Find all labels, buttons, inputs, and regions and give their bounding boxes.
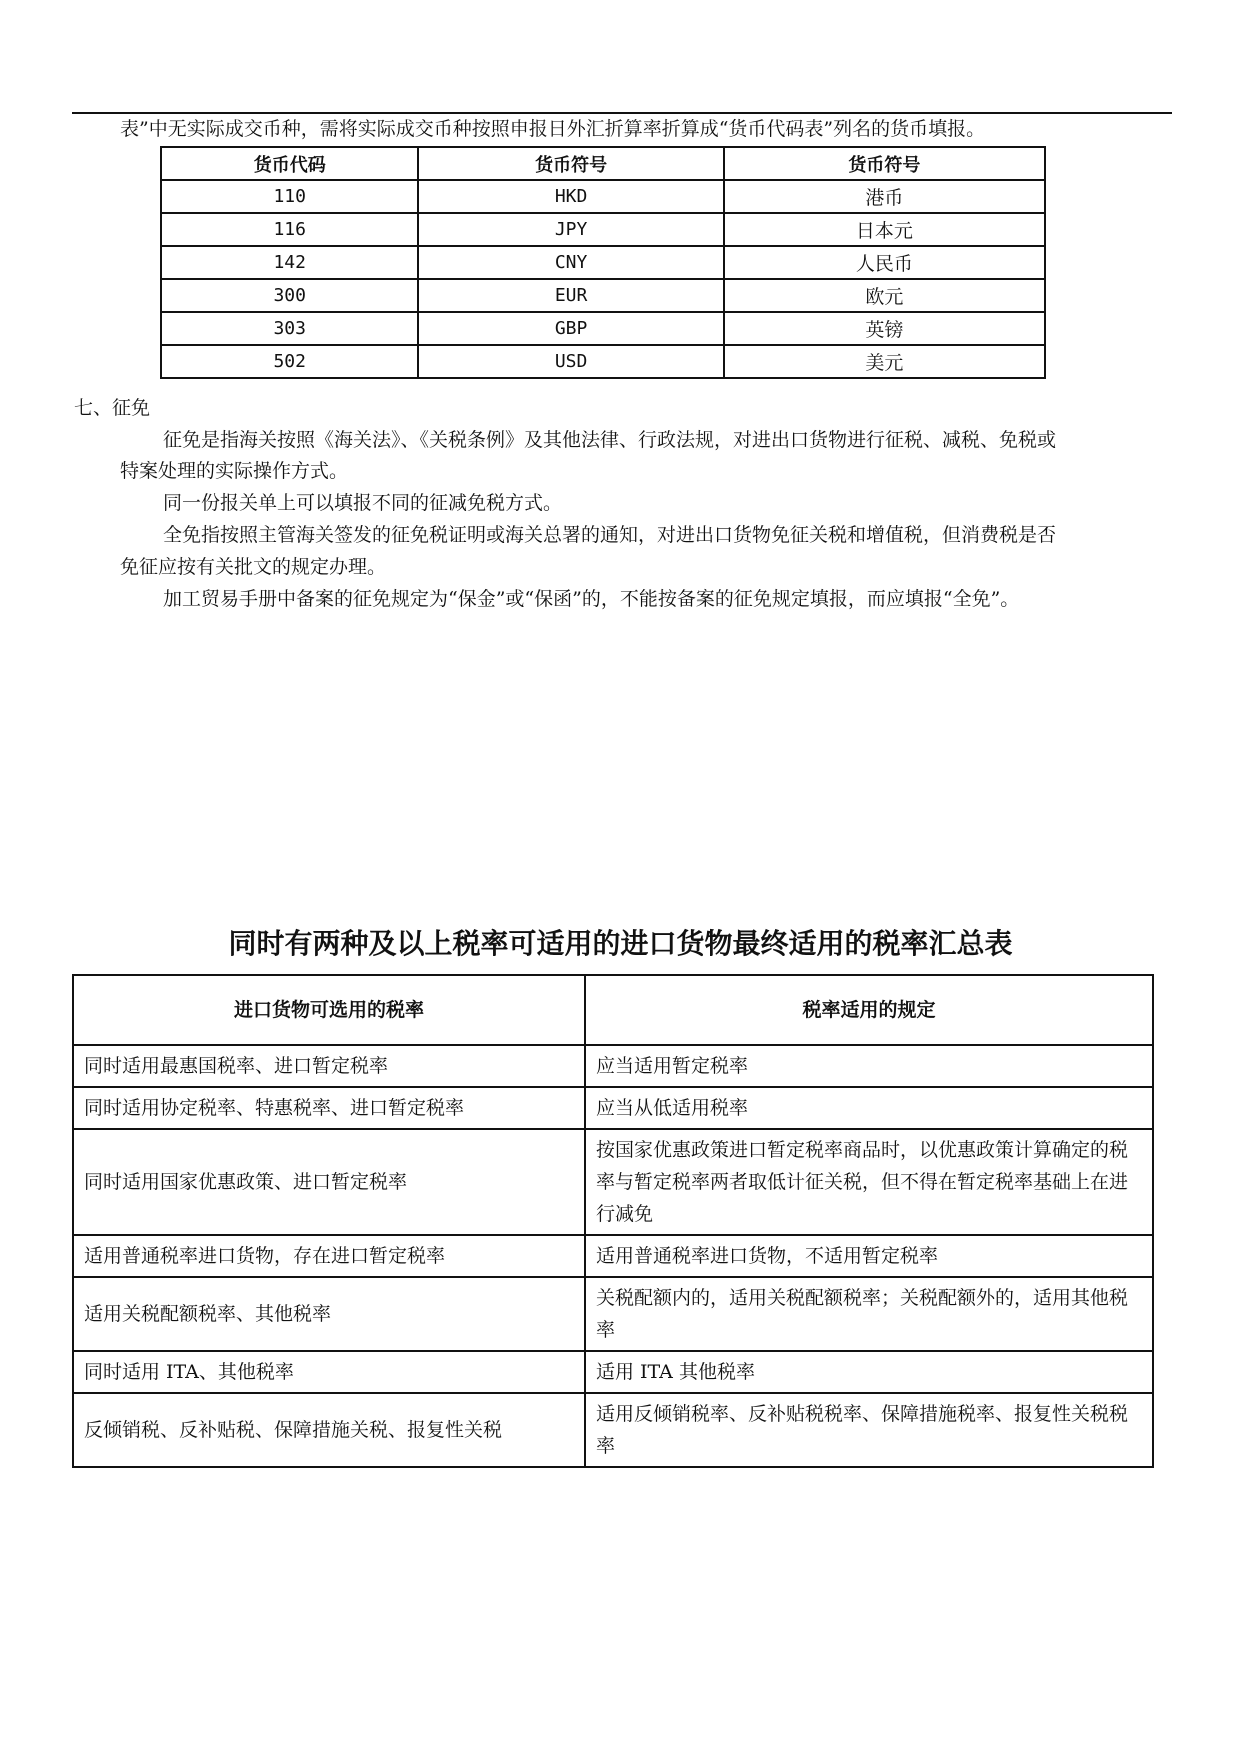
rate-rule: 应当从低适用税率 [585, 1087, 1153, 1129]
rate-option: 同时适用协定税率、特惠税率、进口暂定税率 [73, 1087, 585, 1129]
table-header-row [161, 147, 1045, 180]
tax-rate-summary-table [72, 974, 1154, 1468]
table-row [73, 1351, 1153, 1393]
currency-code-table [160, 146, 1046, 379]
column-header-options: 进口货物可选用的税率 [73, 975, 585, 1045]
column-header-name: 货币符号 [724, 147, 1045, 180]
table-row [161, 279, 1045, 312]
rate-rule: 关税配额内的，适用关税配额税率；关税配额外的，适用其他税率 [585, 1277, 1153, 1351]
rate-rule: 应当适用暂定税率 [585, 1045, 1153, 1087]
section-heading: 七、征免 [74, 397, 151, 419]
rate-option: 适用普通税率进口货物，存在进口暂定税率 [73, 1235, 585, 1277]
column-header-symbol: 货币符号 [418, 147, 723, 180]
currency-name: 港币 [724, 180, 1045, 213]
table-row [73, 1393, 1153, 1467]
table-row [161, 213, 1045, 246]
currency-code: 116 [161, 213, 418, 246]
currency-name: 欧元 [724, 279, 1045, 312]
currency-name: 人民币 [724, 246, 1045, 279]
column-header-code: 货币代码 [161, 147, 418, 180]
currency-code: 110 [161, 180, 418, 213]
paragraph-3-line-1: 全免指按照主管海关签发的征免税证明或海关总署的通知，对进出口货物免征关税和增值税，但消费税是否 [163, 524, 1057, 546]
tax-table-title: 同时有两种及以上税率可适用的进口货物最终适用的税率汇总表 [228, 927, 1013, 960]
table-row [161, 180, 1045, 213]
paragraph-3-line-2: 免征应按有关批文的规定办理。 [120, 556, 387, 578]
currency-symbol: CNY [418, 246, 723, 279]
table-header-row [73, 975, 1153, 1045]
table-row [161, 246, 1045, 279]
table-row [73, 1277, 1153, 1351]
currency-name: 英镑 [724, 312, 1045, 345]
table-row [161, 345, 1045, 378]
paragraph-1-line-1: 征免是指海关按照《海关法》、《关税条例》及其他法律、行政法规，对进出口货物进行征税、减税、免税或 [163, 429, 1057, 451]
currency-code: 502 [161, 345, 418, 378]
currency-code: 142 [161, 246, 418, 279]
currency-name: 日本元 [724, 213, 1045, 246]
currency-code: 300 [161, 279, 418, 312]
table-row [73, 1129, 1153, 1235]
paragraph-2: 同一份报关单上可以填报不同的征减免税方式。 [163, 492, 563, 514]
column-header-rules: 税率适用的规定 [585, 975, 1153, 1045]
currency-symbol: EUR [418, 279, 723, 312]
rate-rule: 适用反倾销税率、反补贴税税率、保障措施税率、报复性关税税率 [585, 1393, 1153, 1467]
paragraph-4: 加工贸易手册中备案的征免规定为“保金”或“保函”的，不能按备案的征免规定填报，而应填报“全免”。 [163, 588, 1020, 610]
rate-rule: 适用普通税率进口货物，不适用暂定税率 [585, 1235, 1153, 1277]
rate-option: 适用关税配额税率、其他税率 [73, 1277, 585, 1351]
currency-symbol: USD [418, 345, 723, 378]
rate-rule: 按国家优惠政策进口暂定税率商品时，以优惠政策计算确定的税率与暂定税率两者取低计征关税，但不得在暂定税率基础上在进行减免 [585, 1129, 1153, 1235]
table-row [73, 1045, 1153, 1087]
currency-code: 303 [161, 312, 418, 345]
rate-rule: 适用 ITA 其他税率 [585, 1351, 1153, 1393]
currency-symbol: JPY [418, 213, 723, 246]
rate-option: 同时适用 ITA、其他税率 [73, 1351, 585, 1393]
table-row [73, 1087, 1153, 1129]
table-row [161, 312, 1045, 345]
currency-name: 美元 [724, 345, 1045, 378]
table-row [73, 1235, 1153, 1277]
rate-option: 同时适用最惠国税率、进口暂定税率 [73, 1045, 585, 1087]
currency-symbol: HKD [418, 180, 723, 213]
rate-option: 反倾销税、反补贴税、保障措施关税、报复性关税 [73, 1393, 585, 1467]
rate-option: 同时适用国家优惠政策、进口暂定税率 [73, 1129, 585, 1235]
paragraph-1-line-2: 特案处理的实际操作方式。 [120, 460, 349, 482]
intro-line: 表”中无实际成交币种，需将实际成交币种按照申报日外汇折算率折算成“货币代码表”列名的货币填报。 [120, 118, 986, 140]
currency-symbol: GBP [418, 312, 723, 345]
